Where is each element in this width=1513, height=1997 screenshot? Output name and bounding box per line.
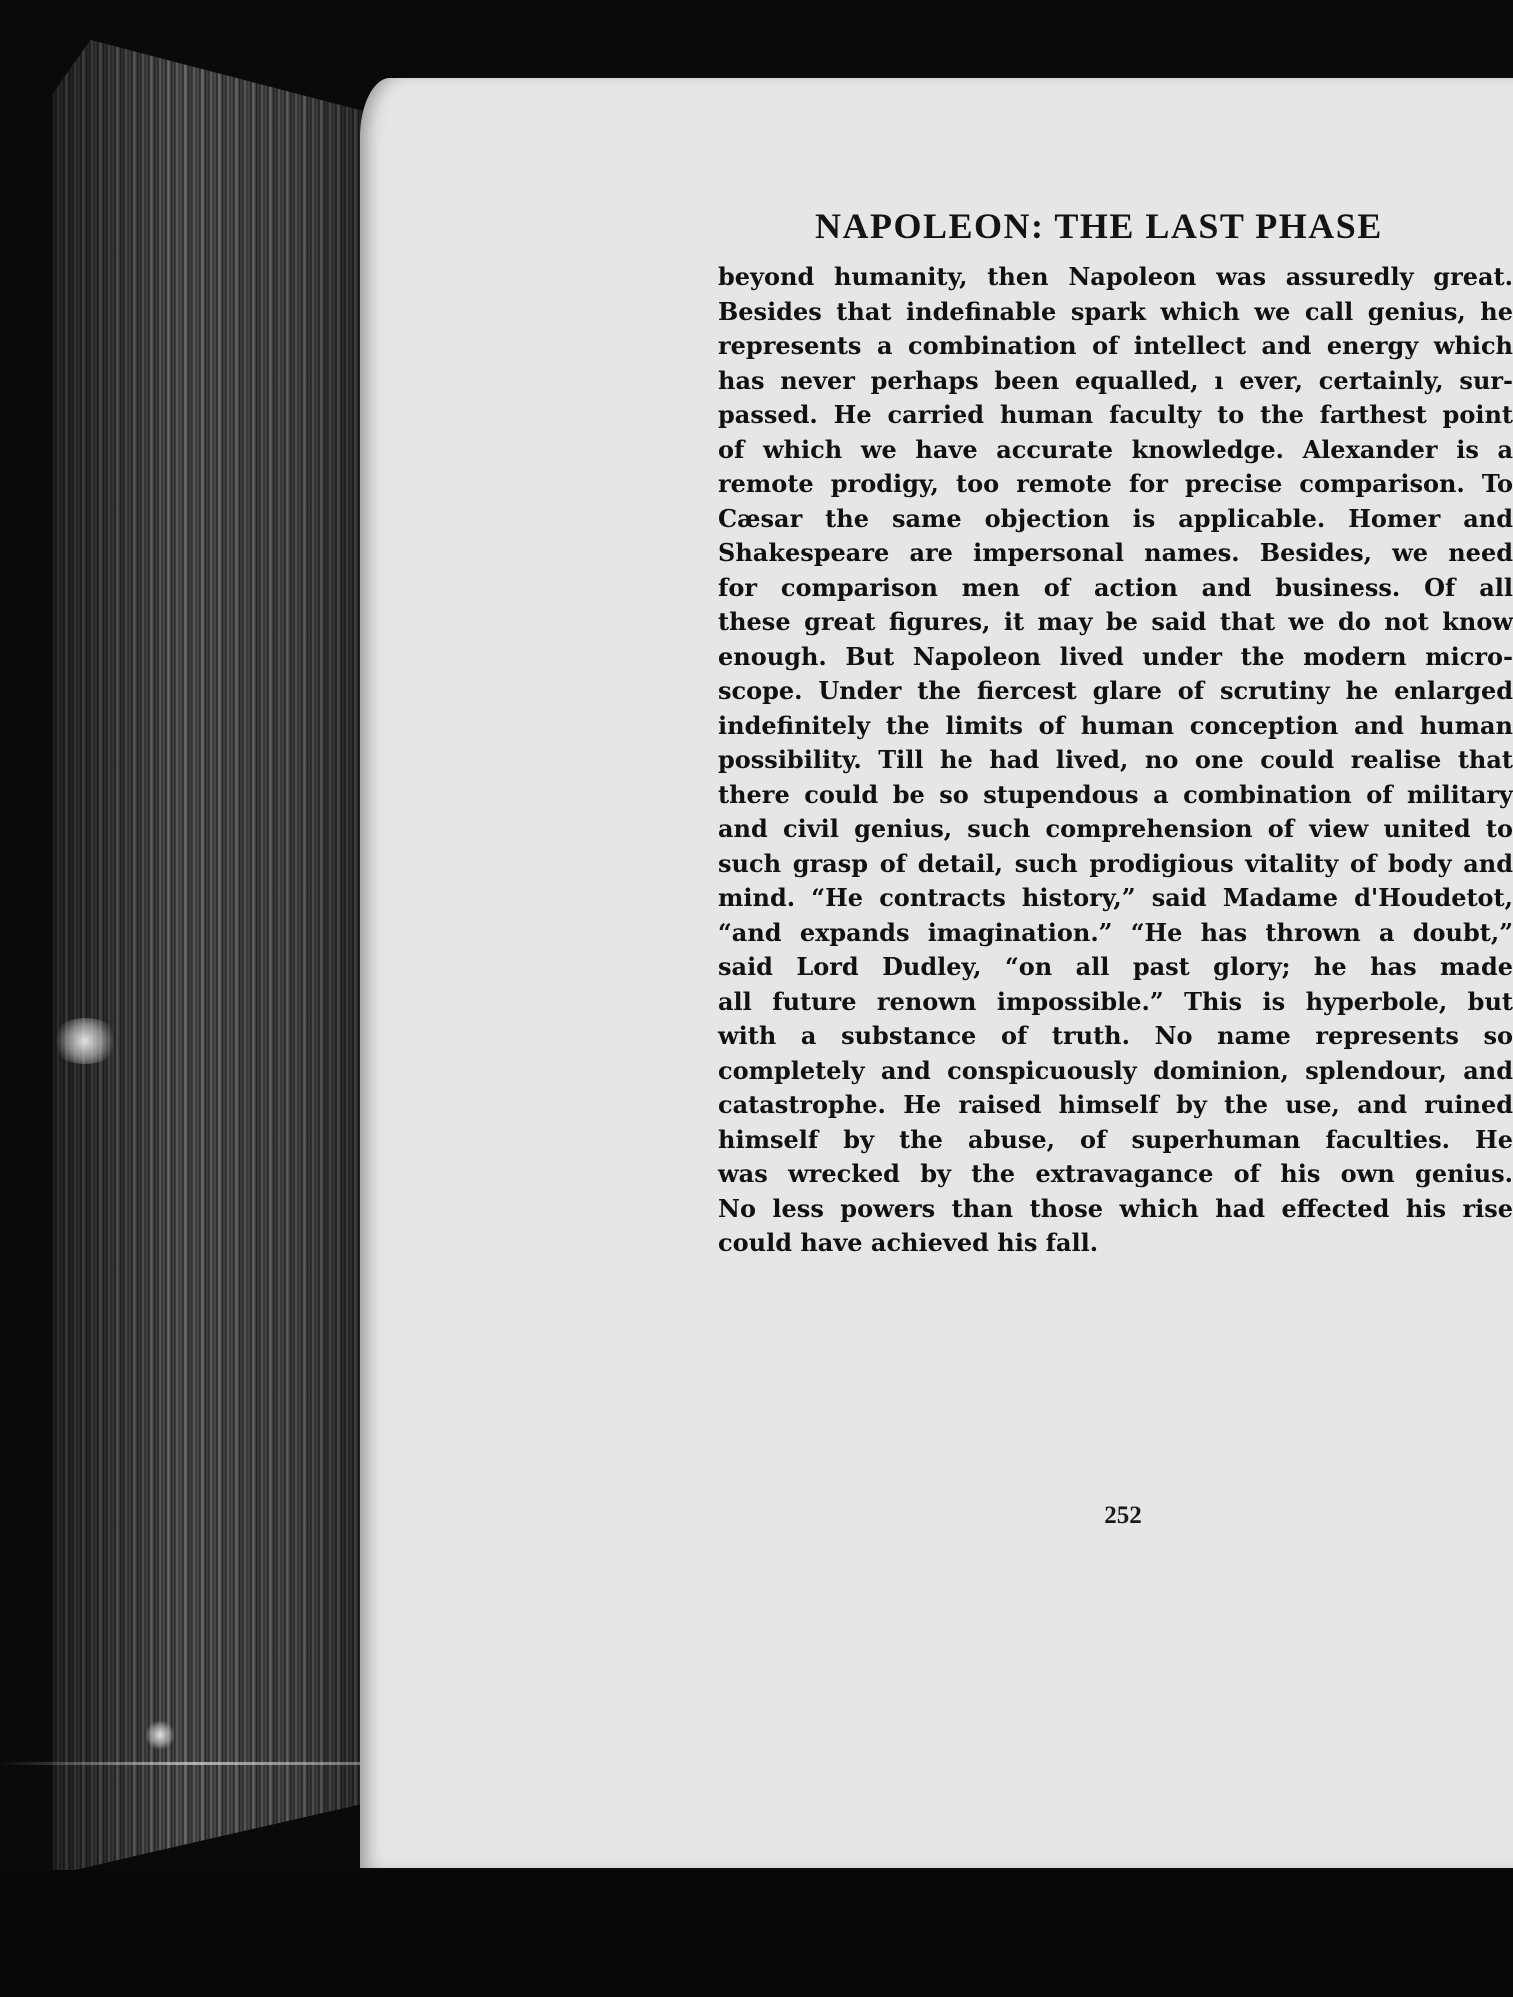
text-line: of which we have accurate knowledge. Alexander is a bbox=[718, 434, 1513, 464]
scan-line-artifact bbox=[0, 1762, 390, 1765]
text-line: such grasp of detail, such prodigious vitality of body and bbox=[718, 848, 1513, 878]
text-line: Cæsar the same objection is applicable. Homer and bbox=[718, 503, 1513, 533]
text-line: enough. But Napoleon lived under the modern micro- bbox=[718, 641, 1513, 671]
text-line: there could be so stupendous a combination of military bbox=[718, 779, 1513, 809]
text-line: completely and conspicuously dominion, splendour, and bbox=[718, 1055, 1513, 1085]
body-text bbox=[718, 260, 1513, 1261]
text-line: scope. Under the fiercest glare of scrutiny he enlarged bbox=[718, 676, 1513, 705]
page-number: 252 bbox=[1104, 1502, 1142, 1529]
book-page bbox=[360, 78, 1513, 1868]
text-line: passed. He carried human faculty to the farthest point bbox=[718, 400, 1513, 429]
text-line: has never perhaps been equalled, ı ever, certainly, sur- bbox=[718, 365, 1513, 395]
text-line: with a substance of truth. No name represents so bbox=[718, 1021, 1513, 1050]
text-line: said Lord Dudley, “on all past glory; he has made bbox=[718, 952, 1513, 981]
text-line: all future renown impossible.” This is hyperbole, but bbox=[718, 986, 1513, 1016]
scan-artifact bbox=[50, 1018, 120, 1064]
text-line: catastrophe. He raised himself by the use, and ruined bbox=[718, 1090, 1513, 1119]
bottom-shadow bbox=[0, 1870, 1513, 1997]
text-line: was wrecked by the extravagance of his own genius. bbox=[718, 1159, 1513, 1188]
text-line: represents a combination of intellect and energy which bbox=[718, 331, 1513, 360]
text-line: could have achieved his fall. bbox=[718, 1228, 1099, 1257]
scan-artifact bbox=[145, 1720, 175, 1750]
text-line: No less powers than those which had effected his rise bbox=[718, 1193, 1513, 1223]
text-line: remote prodigy, too remote for precise comparison. To bbox=[718, 469, 1513, 498]
text-line: Shakespeare are impersonal names. Besides, we need bbox=[718, 538, 1513, 567]
text-line: mind. “He contracts history,” said Madame d'Houdetot, bbox=[718, 883, 1513, 912]
text-line: Besides that indefinable spark which we call genius, he bbox=[718, 296, 1513, 326]
book-page-edges bbox=[52, 40, 372, 1875]
text-line: these great figures, it may be said that we do not know bbox=[718, 607, 1513, 636]
text-line: and civil genius, such comprehension of view united to bbox=[718, 814, 1513, 843]
text-line: for comparison men of action and business. Of all bbox=[718, 572, 1513, 602]
text-line: possibility. Till he had lived, no one could realise that bbox=[718, 745, 1513, 774]
text-line: beyond humanity, then Napoleon was assuredly great. bbox=[718, 262, 1513, 291]
text-line: himself by the abuse, of superhuman faculties. He bbox=[718, 1124, 1513, 1154]
text-line: indefinitely the limits of human conception and human bbox=[718, 710, 1513, 740]
text-line: “and expands imagination.” “He has thrown a doubt,” bbox=[718, 917, 1513, 947]
running-head: NAPOLEON: THE LAST PHASE bbox=[815, 206, 1383, 246]
